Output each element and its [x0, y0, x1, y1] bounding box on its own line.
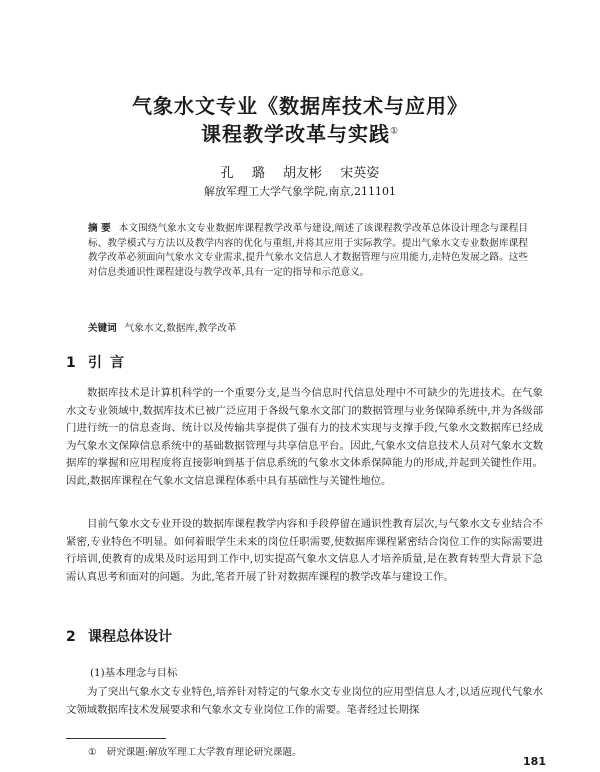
section-heading-introduction: [66, 352, 132, 372]
keywords-label: 关键词: [88, 323, 117, 334]
paper-title-line1: 气象水文专业《数据库技术与应用》: [132, 94, 468, 118]
title-line2-text: 课程教学改革与实践: [200, 122, 390, 146]
body-paragraph: 为了突出气象水文专业特色,培养针对特定的气象水文专业岗位的应用型信息人才,以适应现代气象水文领域数据库技术发展要求和气象水文专业岗位工作的需要。笔者经过长期探: [66, 686, 543, 716]
page-number: 181: [523, 755, 546, 768]
footnote: [88, 744, 302, 758]
paper-title-line2: [0, 118, 600, 147]
footnote-divider: [66, 738, 166, 739]
abstract-label: 摘 要: [88, 223, 111, 234]
section-number: 1: [66, 355, 76, 371]
section-number: 2: [66, 629, 76, 645]
abstract: [88, 222, 528, 280]
footnote-mark: ①: [88, 747, 97, 758]
section-title: 课程总体设计: [88, 629, 172, 645]
title-footnote-mark: ①: [389, 126, 400, 137]
body-paragraph: 目前气象水文专业开设的数据库课程教学内容和手段停留在通识性教育层次,与气象水文专业结合不紧密,专业特色不明显。如何着眼学生未来的岗位任职需要,使数据库课程紧密结合岗位工作的实际需要进行培训,使教育的成果及时运用到工作中,切实提高气象水文信息人才培养质量,是在教育转型大背景下急需认真思考和面对的问题。为此,笔者开展了针对数据库课程的教学改革与建设工作。: [66, 518, 543, 583]
section-title: 引言: [88, 355, 132, 371]
author-affiliation: 解放军理工大学气象学院,南京,211101: [204, 185, 396, 198]
abstract-text: 本文围绕气象水文专业数据库课程教学改革与建设,阐述了该课程教学改革总体设计理念与课程目标、教学模式与方法以及教学内容的优化与重组,并将其应用于实际教学。提出气象水文专业数据库课程教学改革必须面向气象水文专业需求,提升气象水文信息人才数据管理与应用能力,走特色发展之路。这些对信息类通识性课程建设与教学改革,具有一定的指导和示范意义。: [88, 223, 528, 278]
keywords-text: 气象水文,数据库,教学改革: [124, 323, 237, 334]
footnote-text: 研究课题:解放军理工大学教育理论研究课题。: [106, 747, 302, 758]
author-list: 孔 璐 胡友彬 宋英姿: [220, 166, 380, 181]
body-paragraph: 数据库技术是计算机科学的一个重要分支,是当今信息时代信息处理中不可缺少的先进技术。在气象水文专业领域中,数据库技术已被广泛应用于各级气象水文部门的数据管理与业务保障系统中,并为各级部门进行统一的信息查询、统计以及传输共享提供了强有力的技术实现与支撑手段,气象水文数据库已经成为气象水文保障信息系统中的基础数据管理与共享信息平台。因此,气象水文信息技术人员对气象水文数据库的掌握和应用程度将直接影响到基于信息系统的气象水文体系保障能力的形成,并起到关键性作用。因此,数据库课程在气象水文信息课程体系中具有基础性与关键性地位。: [66, 387, 543, 487]
subsection-heading: (1)基本理念与目标: [90, 667, 178, 679]
section-heading-course-design: [66, 626, 172, 646]
keywords: [88, 322, 528, 336]
